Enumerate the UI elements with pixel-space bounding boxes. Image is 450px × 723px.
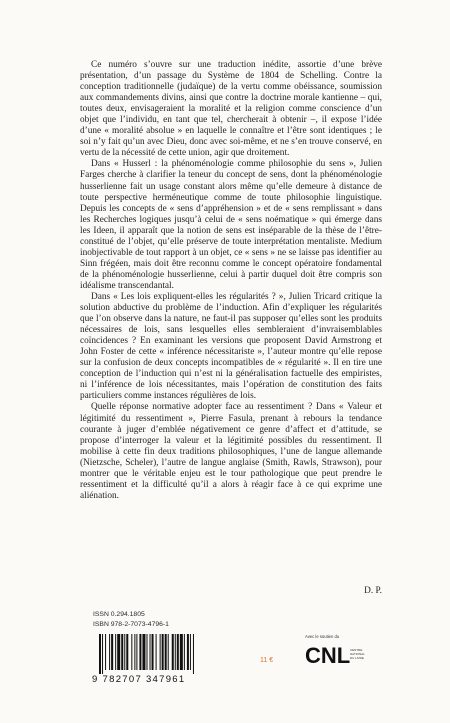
paragraph-schelling: Ce numéro s’ouvre sur une traduction inédite, assortie d’une brève présentation, d’un passage du Système de 1804 de Schelling. Contre la conception traditionnelle (judaïque) de la vertu comme obéissance, soumission aux commandements divins, ainsi que contre la doctrine morale kantienne – qui, toutes deux, envisageraient la moralité et la religion comme conscience d’un objet que l’individu, en tant que tel, chercherait à obtenir –, il expose l’idée d’une « moralité absolue » en laquelle le connaître et l’être sont identiques ; le soi n’y fait qu’un avec Dieu, donc avec soi-même, et ne s’en trouve conservé, en vertu de la nécessité de cette union, agir que droitement. [80, 60, 382, 159]
barcode-bar [102, 634, 103, 674]
barcode-bar [177, 634, 179, 670]
barcode-bar [142, 634, 145, 670]
barcode-bar [115, 634, 116, 670]
paragraph-husserl: Dans « Husserl : la phénoménologie comme philosophie du sens », Julien Farges cherche à clarifier la teneur du concept de sens, dont la phénoménologie husserlienne fait un usage constant alors même qu’elle demeure à distance de toute perspective herméneutique comme de toute philosophie linguistique. Depuis les concepts de « sens d’appréhension » et de « sens remplissant » dans les Recherches logiques jusqu’à celui de « sens noématique » qui émerge dans les Ideen, il apparaît que la notion de sens est inséparable de la thèse de l’être-constitué de l’objet, qu’elle préserve de toute interprétation mentaliste. Medium inobjectivable de tout rapport à un objet, ce « sens » ne se laisse pas identifier au Sinn frégéen, mais doit être reconnu comme le concept opératoire fondamental de la phénoménologie husserlienne, celui à partir duquel doit être compris son idéalisme transcendantal. [80, 159, 382, 291]
issn-number: ISSN 0.294.1805 [93, 611, 145, 618]
summary-text [80, 60, 382, 502]
barcode-bar [172, 634, 174, 670]
barcode-bar [111, 634, 113, 670]
barcode-bar [156, 634, 157, 670]
barcode-bar [150, 634, 151, 670]
barcode-bar [117, 634, 120, 670]
barcode-bar [124, 634, 125, 670]
paragraph-ressentiment: Quelle réponse normative adopter face au ressentiment ? Dans « Valeur et légitimité du ressentiment », Pierre Fasula, prenant à rebours la tendance courante à juger d’emblée négativement ce genre d’affect et d’attitude, se propose d’interroger la valeur et la légitimité possibles du ressentiment. Il mobilise à cette fin deux traditions philosophiques, l’une de langue allemande (Nietzsche, Scheler), l’autre de langue anglaise (Smith, Rawls, Strawson), pour montrer que le véritable enjeu est le tour pathologique que peut prendre le ressentiment et la difficulté qu’il a alors à réagir face à ce qui exprime une aliénation. [80, 402, 382, 501]
barcode-bar [175, 634, 176, 670]
cnl-logo-text: CNL [305, 643, 351, 668]
supporter-caption: Avec le soutien du [305, 634, 340, 639]
cnl-logo-subtext-3: DU LIVRE [350, 656, 364, 660]
barcode-bar [193, 634, 194, 674]
barcode-bars [99, 634, 197, 674]
barcode-bar [187, 634, 189, 670]
barcode-bar [131, 634, 132, 670]
cnl-logo-subtext-2: NATIONAL [350, 652, 365, 656]
cnl-logo [305, 641, 365, 669]
barcode-bar [152, 634, 154, 670]
barcode-bar [126, 634, 128, 670]
barcode-bar [165, 634, 167, 670]
barcode-bar [162, 634, 164, 670]
cnl-logo-subtext-1: CENTRE [350, 648, 363, 652]
issn-block [93, 610, 169, 629]
supporter-block [305, 634, 395, 684]
paragraph-induction: Dans « Les lois expliquent-elles les régularités ? », Julien Tricard critique la solution abductive du problème de l’induction. Afin d’expliquer les régularités que l’on observe dans la nature, ne faut-il pas supposer qu’elles sont les produits nécessaires de lois, sans lesquelles elles sembleraient d’invraisemblables coïncidences ? En examinant les versions que proposent David Armstrong et John Foster de cette « inférence nécessitariste », l’auteur montre qu’elle repose sur la confusion de deux concepts incompatibles de « régularité ». Il en tire une conception de l’induction qui n’est ni la généralisation factuelle des empiristes, ni l’inférence de lois nécessitantes, mais l’opération de constitution des faits particuliers comme instances régulières de lois. [80, 291, 382, 402]
editor-signature: D. P. [364, 586, 382, 596]
barcode-bar [99, 634, 101, 674]
barcode-bar [146, 634, 147, 670]
barcode-bar [139, 634, 141, 670]
barcode-bar [184, 634, 185, 670]
barcode-bar [109, 634, 110, 670]
barcode-bar [121, 634, 123, 670]
barcode-bar [190, 634, 191, 670]
barcode-bar [180, 634, 183, 670]
barcode-digits: 9 782707 347961 [92, 674, 186, 685]
barcode-bar [134, 634, 135, 670]
barcode [92, 634, 202, 686]
isbn-number: ISBN 978-2-7073-4796-1 [93, 620, 169, 628]
price-label: 11 € [260, 657, 274, 664]
barcode-bar [168, 634, 169, 670]
barcode-bar [136, 634, 137, 670]
barcode-bar [160, 634, 161, 670]
barcode-bar [105, 634, 106, 670]
